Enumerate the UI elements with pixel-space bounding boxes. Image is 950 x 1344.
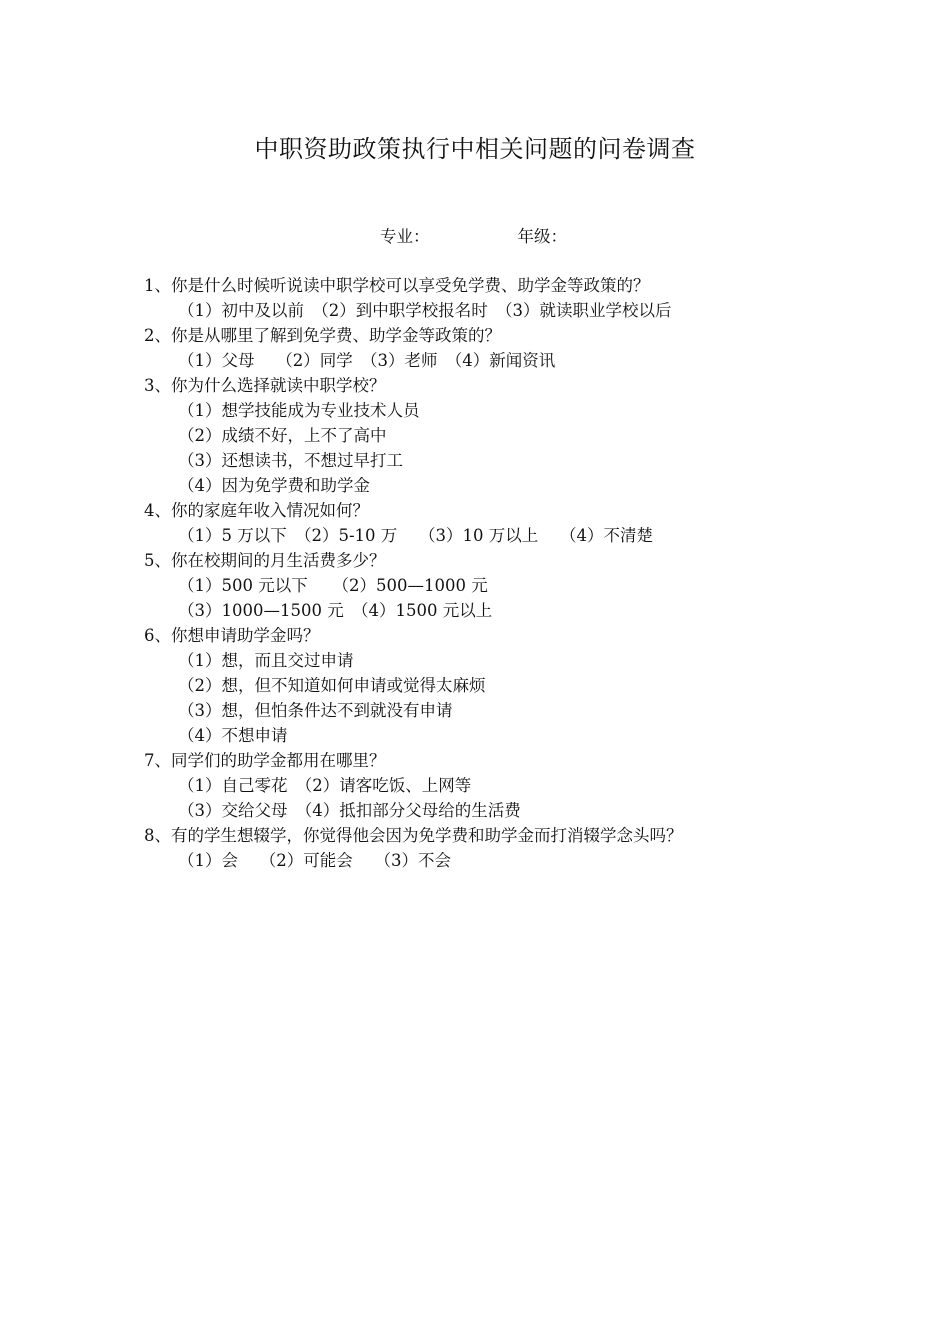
question-item [144, 748, 844, 823]
question-text: 3、你为什么选择就读中职学校？ [144, 376, 386, 395]
option-line: （4）不想申请 [178, 726, 288, 745]
question-text: 6、你想申请助学金吗？ [144, 626, 320, 645]
option-line: （1）会 （2）可能会 （3）不会 [178, 851, 451, 870]
question-text: 1、你是什么时候听说读中职学校可以享受免学费、助学金等政策的？ [144, 276, 650, 295]
option-line: （3）还想读书，不想过早打工 [178, 451, 403, 470]
option-line: （3）想，但怕条件达不到就没有申请 [178, 701, 453, 720]
question-item [144, 623, 844, 748]
question-text: 2、你是从哪里了解到免学费、助学金等政策的？ [144, 326, 501, 345]
option-line: （3）交给父母 （4）抵扣部分父母给的生活费 [178, 801, 521, 820]
option-line: （1）想，而且交过申请 [178, 651, 354, 670]
question-text: 7、同学们的助学金都用在哪里？ [144, 751, 386, 770]
option-line: （1）想学技能成为专业技术人员 [178, 401, 420, 420]
question-item [144, 498, 844, 548]
question-item [144, 823, 844, 873]
question-list [144, 273, 844, 873]
question-text: 5、你在校期间的月生活费多少？ [144, 551, 386, 570]
question-text: 8、有的学生想辍学，你觉得他会因为免学费和助学金而打消辍学念头吗？ [144, 826, 683, 845]
respondent-info [380, 224, 567, 249]
option-line: （2）想，但不知道如何申请或觉得太麻烦 [178, 676, 486, 695]
option-line: （1）500 元以下 （2）500—1000 元 [178, 576, 488, 595]
option-line: （2）成绩不好，上不了高中 [178, 426, 387, 445]
question-item [144, 323, 844, 373]
page-title: 中职资助政策执行中相关问题的问卷调查 [254, 135, 696, 163]
question-item [144, 273, 844, 323]
major-label: 专业： [380, 227, 430, 246]
grade-label: 年级： [517, 227, 567, 246]
question-item [144, 373, 844, 498]
option-line: （3）1000—1500 元 （4）1500 元以上 [178, 601, 493, 620]
option-line: （1）自己零花 （2）请客吃饭、上网等 [178, 776, 472, 795]
option-line: （1）初中及以前 （2）到中职学校报名时 （3）就读职业学校以后 [178, 301, 672, 320]
option-line: （4）因为免学费和助学金 [178, 476, 370, 495]
question-text: 4、你的家庭年收入情况如何？ [144, 501, 369, 520]
question-item [144, 548, 844, 623]
option-line: （1）5 万以下 （2）5-10 万 （3）10 万以上 （4）不清楚 [178, 526, 654, 545]
option-line: （1）父母 （2）同学 （3）老师 （4）新闻资讯 [178, 351, 556, 370]
